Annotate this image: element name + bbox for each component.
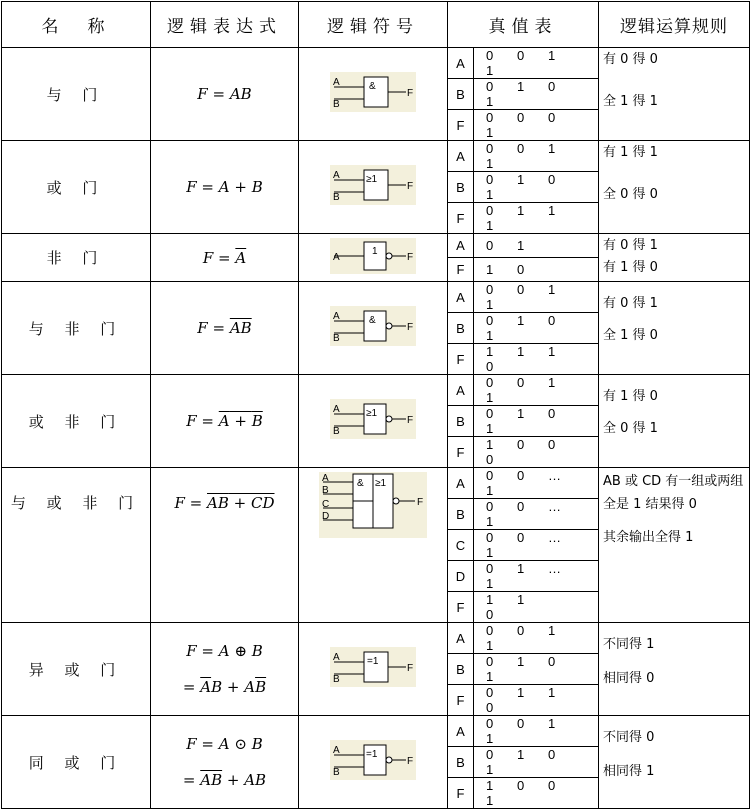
gate-name-xor: 异 或 门 <box>2 623 151 716</box>
tt-label: B <box>448 747 474 778</box>
tt-label: C <box>448 530 474 561</box>
tt-label: A <box>448 282 474 313</box>
tt-values: 0 0 …1 <box>474 530 599 561</box>
tt-label: B <box>448 172 474 203</box>
tt-label: B <box>448 406 474 437</box>
gate-glyph: & <box>369 315 376 326</box>
svg-text:A: A <box>333 652 340 663</box>
gate-name-nand: 与 非 门 <box>2 282 151 375</box>
expr-not: $F = \overline{A}$ <box>151 234 299 282</box>
tt-label: F <box>448 110 474 141</box>
gate-name-or: 或 门 <box>2 141 151 234</box>
header-row <box>2 2 750 48</box>
tt-values: 0 1 10 <box>474 685 599 716</box>
svg-text:A: A <box>322 473 329 484</box>
header-symbol: 逻辑符号 <box>299 2 448 48</box>
tt-values: 0 0 11 <box>474 282 599 313</box>
tt-values: 0 1 01 <box>474 406 599 437</box>
sym-label-a: A <box>333 77 340 88</box>
gate-name-and: 与 门 <box>2 48 151 141</box>
symbol-and <box>299 48 448 141</box>
rule-xnor: 不同得 0 相同得 1 <box>599 716 750 809</box>
gate-name-nor: 或 非 门 <box>2 375 151 468</box>
svg-text:F: F <box>407 663 414 674</box>
tt-values: 0 1 01 <box>474 172 599 203</box>
tt-label: A <box>448 716 474 747</box>
gate-glyph: =1 <box>366 749 378 760</box>
tt-values: 0 0 …1 <box>474 499 599 530</box>
tt-label: F <box>448 203 474 234</box>
or-gate-icon <box>330 165 416 205</box>
tt-values: 1 1 10 <box>474 344 599 375</box>
tt-values: 0 0 11 <box>474 141 599 172</box>
expr-xor: F = A ⊕ B = $\overline{A}B + A\overline{B}$ <box>151 623 299 716</box>
tt-label: F <box>448 685 474 716</box>
tt-values: 1 10 <box>474 592 599 623</box>
tt-values: 0 0 11 <box>474 48 599 79</box>
tt-label: A <box>448 141 474 172</box>
tt-values: 0 0 …1 <box>474 468 599 499</box>
rule-or: 有 1 得 1 全 0 得 0 <box>599 141 750 234</box>
tt-label: A <box>448 48 474 79</box>
and-or-invert-gate-icon <box>319 472 427 538</box>
rule-xor: 不同得 1 相同得 0 <box>599 623 750 716</box>
gate-name-xnor: 同 或 门 <box>2 716 151 809</box>
tt-label: A <box>448 468 474 499</box>
tt-label: A <box>448 234 474 258</box>
tt-values: 0 0 11 <box>474 375 599 406</box>
header-truth-table: 真值表 <box>448 2 599 48</box>
rule-aoi: AB 或 CD 有一组或两组全是 1 结果得 0 其余输出全得 1 <box>599 468 750 623</box>
symbol-or <box>299 141 448 234</box>
svg-text:D: D <box>322 511 330 522</box>
rule-and: 有 0 得 0 全 1 得 1 <box>599 48 750 141</box>
gate-name-aoi: 与 或 非 门 <box>2 468 151 623</box>
nand-gate-icon <box>330 306 416 346</box>
svg-text:F: F <box>407 251 414 263</box>
svg-text:C: C <box>322 499 330 510</box>
tt-values: 0 1 <box>474 234 599 258</box>
expr-and: F = AB <box>151 48 299 141</box>
svg-text:B: B <box>333 192 340 203</box>
gate-glyph: ≥1 <box>366 408 378 419</box>
tt-values: 1 0 01 <box>474 778 599 809</box>
svg-text:A: A <box>333 311 340 322</box>
svg-text:&: & <box>357 478 364 489</box>
expr-aoi: F = AB + CD <box>151 468 299 623</box>
expr-nand: $F = \overline{AB}$ <box>151 282 299 375</box>
gate-glyph: =1 <box>367 656 379 667</box>
tt-values: 0 0 11 <box>474 623 599 654</box>
svg-text:A: A <box>333 745 340 756</box>
svg-text:A: A <box>333 170 340 181</box>
tt-values: 0 0 11 <box>474 716 599 747</box>
gate-glyph: & <box>369 81 376 92</box>
svg-text:A: A <box>333 404 340 415</box>
symbol-xnor <box>299 716 448 809</box>
expr-or: F = A + B <box>151 141 299 234</box>
svg-text:A: A <box>333 251 340 263</box>
svg-text:≥1: ≥1 <box>375 478 387 489</box>
tt-label: B <box>448 313 474 344</box>
tt-label: F <box>448 437 474 468</box>
gate-glyph: 1 <box>372 245 378 257</box>
symbol-nand <box>299 282 448 375</box>
symbol-nor <box>299 375 448 468</box>
tt-label: B <box>448 654 474 685</box>
tt-values: 0 1 01 <box>474 79 599 110</box>
svg-text:B: B <box>333 333 340 344</box>
sym-label-b: B <box>333 99 340 110</box>
header-rule: 逻辑运算规则 <box>599 2 750 48</box>
tt-label: B <box>448 79 474 110</box>
gate-name-not: 非 门 <box>2 234 151 282</box>
and-gate-icon <box>330 72 416 112</box>
svg-text:F: F <box>417 497 424 508</box>
tt-label: F <box>448 592 474 623</box>
tt-values: 0 1 11 <box>474 203 599 234</box>
symbol-not <box>299 234 448 282</box>
header-name: 名 称 <box>2 2 151 48</box>
logic-gate-table <box>1 1 750 809</box>
symbol-xor <box>299 623 448 716</box>
svg-text:B: B <box>333 767 340 778</box>
tt-values: 1 0 <box>474 258 599 282</box>
tt-label: A <box>448 623 474 654</box>
rule-nand: 有 0 得 1 全 1 得 0 <box>599 282 750 375</box>
xor-gate-icon <box>330 647 416 687</box>
rule-nor: 有 1 得 0 全 0 得 1 <box>599 375 750 468</box>
expr-xnor: F = A ⊙ B = $\overline{AB}$ + AB <box>151 716 299 809</box>
tt-values: 1 0 00 <box>474 437 599 468</box>
svg-text:F: F <box>407 415 414 426</box>
tt-label: B <box>448 499 474 530</box>
tt-label: F <box>448 344 474 375</box>
tt-label: D <box>448 561 474 592</box>
tt-values: 0 1 01 <box>474 313 599 344</box>
sym-label-f: F <box>407 88 414 99</box>
tt-label: F <box>448 258 474 282</box>
svg-text:F: F <box>407 322 414 333</box>
tt-values: 0 0 01 <box>474 110 599 141</box>
expr-nor: F = A + B <box>151 375 299 468</box>
tt-values: 0 1 01 <box>474 654 599 685</box>
tt-values: 0 1 …1 <box>474 561 599 592</box>
gate-glyph: ≥1 <box>366 174 378 185</box>
tt-label: F <box>448 778 474 809</box>
rule-not: 有 0 得 1 有 1 得 0 <box>599 234 750 282</box>
svg-text:F: F <box>407 756 414 767</box>
symbol-aoi <box>299 468 448 623</box>
svg-text:F: F <box>407 181 414 192</box>
nor-gate-icon <box>330 399 416 439</box>
tt-label: A <box>448 375 474 406</box>
tt-values: 0 1 01 <box>474 747 599 778</box>
header-expr: 逻辑表达式 <box>151 2 299 48</box>
svg-text:B: B <box>333 426 340 437</box>
svg-text:B: B <box>322 485 329 496</box>
xnor-gate-icon <box>330 740 416 780</box>
svg-text:B: B <box>333 674 340 685</box>
not-gate-icon <box>330 238 416 274</box>
